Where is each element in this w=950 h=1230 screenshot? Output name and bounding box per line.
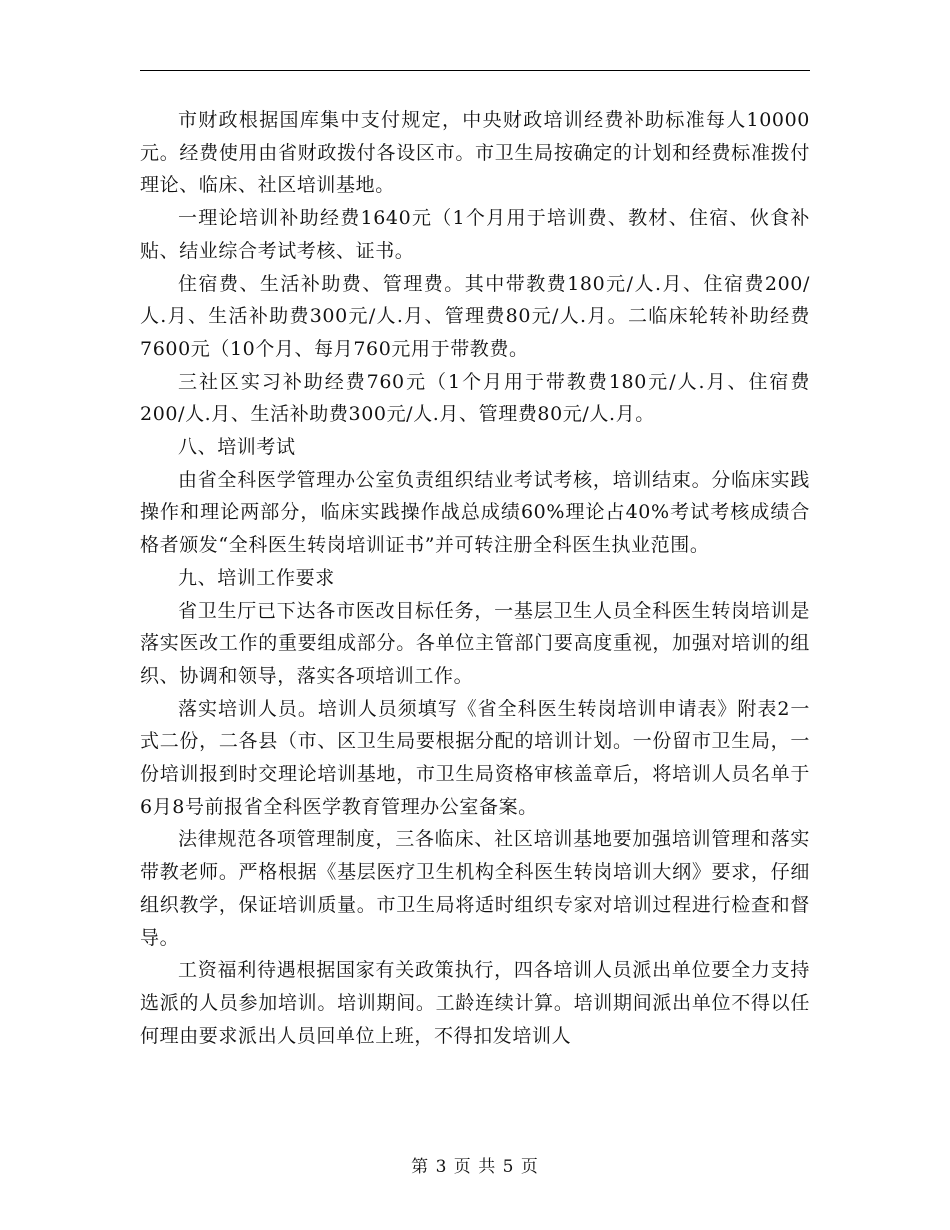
paragraph-theory-subsidy: 一理论培训补助经费1640元（1个月用于培训费、教材、住宿、伙食补贴、结业综合考试考核、证书。 [140,207,810,262]
paragraph-clinical-subsidy: 住宿费、生活补助费、管理费。其中带教费180元/人.月、住宿费200/人.月、生活补助费300元/人.月、管理费80元/人.月。二临床轮转补助经费7600元（10个月、每月760元用于带教费。 [140,272,810,360]
paragraph-welfare: 工资福利待遇根据国家有关政策执行，四各培训人员派出单位要全力支持选派的人员参加培训。培训期间。工龄连续计算。培训期间派出单位不得以任何理由要求派出人员回单位上班，不得扣发培训人 [140,959,810,1047]
paragraph-management: 法律规范各项管理制度，三各临床、社区培训基地要加强培训管理和落实带教老师。严格根据《基层医疗卫生机构全科医生转岗培训大纲》要求，仔细组织教学，保证培训质量。市卫生局将适时组织专家对培训过程进行检查和督导。 [140,828,810,949]
page-number: 第 3 页 共 5 页 [411,1157,539,1177]
paragraph-requirements: 省卫生厅已下达各市医改目标任务，一基层卫生人员全科医生转岗培训是落实医改工作的重要组成部分。各单位主管部门要高度重视，加强对培训的组织、协调和领导，落实各项培训工作。 [140,599,810,687]
section-heading-requirements: 九、培训工作要求 [178,566,335,589]
section-heading-exam: 八、培训考试 [178,436,296,459]
document-body [140,104,810,1052]
paragraph-funding-source: 市财政根据国库集中支付规定，中央财政培训经费补助标准每人10000元。经费使用由省财政拨付各设区市。市卫生局按确定的计划和经费标准拨付理论、临床、社区培训基地。 [140,109,810,197]
paragraph-community-subsidy: 三社区实习补助经费760元（1个月用于带教费180元/人.月、住宿费200/人.月、生活补助费300元/人.月、管理费80元/人.月。 [140,370,810,426]
paragraph-trainees: 落实培训人员。培训人员须填写《省全科医生转岗培训申请表》附表2一式二份，二各县（市、区卫生局要根据分配的培训计划。一份留市卫生局，一份培训报到时交理论培训基地，市卫生局资格审核盖章后，将培训人员名单于6月8号前报省全科医学教育管理办公室备案。 [140,697,810,818]
paragraph-exam: 由省全科医学管理办公室负责组织结业考试考核，培训结束。分临床实践操作和理论两部分，临床实践操作战总成绩60%理论占40%考试考核成绩合格者颁发“全科医生转岗培训证书”并可转注册全科医生执业范围。 [140,468,810,557]
header-rule [140,70,810,71]
